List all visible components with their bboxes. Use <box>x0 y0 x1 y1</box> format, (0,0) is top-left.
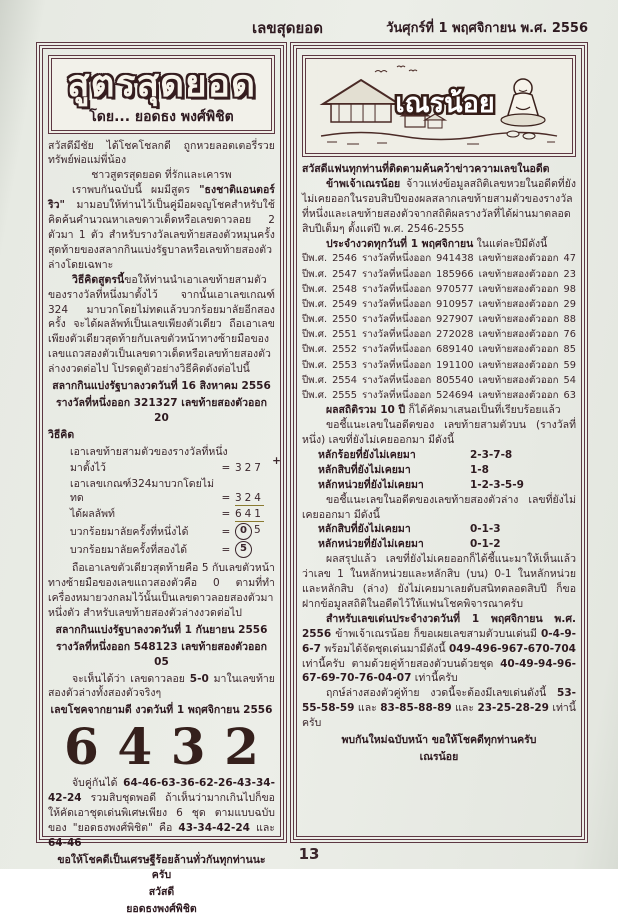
calc-value-327: 327 + <box>234 454 281 474</box>
author-name-inline: ข้าพเจ้าเณรน้อย <box>325 177 401 190</box>
right-closing-wish: พบกันใหม่ฉบับหน้า ขอให้โชคดีทุกท่านครับ <box>341 734 537 747</box>
conclusion-paragraph: ผลสรุปแล้ว เลขที่ยังไม่เคยออกก็ได้ชี้แนะมาให้เห็นแล้วว่าเลข 1 ในหลักหน่วยและหลักสิบ (บน) 0-1 ในหลักหน่วยและหลักสิบ (ล่าง) ยังไม่เคยมาเลยดับสนิทตลอดสิบปี ก็ขอฝากข้อมูลสถิติในอดีตไว้ให้แฟนโชคพิจารณาครับ <box>301 553 576 610</box>
calc-value-641: 641 <box>234 508 264 521</box>
pairs-paragraph: จับคู่กันได้ 64-46-63-36-62-26-43-34-42-24 รวมสิบชุดพอดี ถ้าเห็นว่ามากเกินไปก็ขอให้คัดเอาชุดเด่นพิเศษเพียง 6 ชุด ตามแบบฉบับของ "ยอดธงพงศ์พิชิต" คือ 43-34-42-24 และ 64-46 <box>48 777 275 849</box>
number-set: 40-49-94-96-67-69-70-76-04-07 <box>301 657 576 685</box>
right-author-signature: เณรน้อย <box>419 751 459 763</box>
number-set: 53-55-58-59 <box>301 687 576 715</box>
hot-numbers-paragraph: สำหรับเลขเด่นประจำงวดวันที่ 1 พฤศจิกายน พ.ศ. 2556 ข้าพเจ้าเณรน้อย ก็ขอเผยเลขสามตัวบนเด่นมี 0-4-9-6-7 พร้อมได้จัดชุดเด่นมามีดังนี้ 049-496-967-670-704 เท่านี้ครับ ตามด้วยคู่ท้ายสองตัวบนด้วยชุด 40-49-94-96-67-69-70-76-04-07 เท่านี้ครับ <box>301 612 576 685</box>
draw1-result: รางวัลที่หนึ่งออก 321327 เลขท้ายสองตัวออก 20 <box>55 396 267 424</box>
right-greeting-line: สวัสดีแฟนทุกท่านที่ติดตามค้นคว้าข่าวความเลขในอดีต <box>301 163 550 175</box>
list-item: หลักสิบที่ยังไม่เคยมา 1-8 <box>317 463 489 476</box>
column-byline: โดย... ยอดธง พงศ์พิชิต <box>89 108 234 125</box>
calc-row: มาตั้งไว้ = 327 + <box>70 454 281 474</box>
table-row: ปีพ.ศ. 2549 รางวัลที่หนึ่งออก 910957 เลขท้ายสองตัวออก 29 <box>301 298 576 310</box>
calc-row: บวกร้อยมาลัยครั้งที่สองได้ = 5 <box>70 541 275 558</box>
calc-row: เอาเลขเกณฑ์324มาบวกโดยไม่ทด = 324 <box>70 477 275 507</box>
never-appeared-top-list <box>302 448 576 493</box>
lucky-digit: 6 <box>64 717 99 777</box>
issue-date: วันศุกร์ที่ 1 พฤศจิกายน พ.ศ. 2556 <box>386 21 588 36</box>
statistics-intro-paragraph: ข้าพเจ้าเณรน้อย จ้าวแห่งข้อมูลสถิติเลขหวยในอดีตที่ยังไม่เคยออกในรอบสิบปีของผลสลากเลขท้ายสามตัวของรางวัลที่หนึ่งและเลขท้ายสองตัวจากสถิติผลรางวัลที่ได้ผ่านมาตลอดสิบปีเต็มๆ ตั้งแต่ปี พ.ศ. 2546-2555 <box>301 177 576 235</box>
list-item: หลักสิบที่ยังไม่เคยมา 0-1-3 <box>317 523 501 536</box>
table-row: ปีพ.ศ. 2553 รางวัลที่หนึ่งออก 191100 เลขท้ายสองตัวออก 59 <box>301 359 576 371</box>
pair-set: 64-46-63-36-62-26-43-34-42-24 <box>48 777 275 805</box>
method-paragraph: วิธีคิดสูตรนี้ขอให้ท่านนำเอาเลขท้ายสามตัวของรางวัลที่หนึ่งมาตั้งไว้ จากนั้นเอาเลขเกณฑ์ 324 มาบวกโดยไม่ทดแล้วบวกร้อยมาลัยอีกสองครั้ง จะได้ผลลัพท์เป็นเลขเพียงตัวเดียว ถือเอาเลขเพียงตัวเดียวสุดท้ายกับเลขตัวหน้าทางซ้ายมือของเลขแถวสองตัวเป็นเลขดาวเด็ดหรือเลขท้ายสองตัวล่างงวดต่อไป โปรดดูตัวอย่างวิธีคิดดังต่อไปนี้ <box>48 273 275 376</box>
proof-paragraph: จะเห็นได้ว่า เลขดาวลอย 5-0 มาในเลขท้ายสองตัวล่างทั้งสองตัวจริงๆ <box>48 672 275 700</box>
lucky-digit: 3 <box>170 717 206 777</box>
stats-period-heading: ประจำงวดทุกวันที่ 1 พฤศจิกายน ในแต่ละปีมีดังนี้ <box>325 237 548 250</box>
advise-bottom-paragraph: ขอชี้แนะเลขในอดีตของเลขท้ายสองตัวล่าง เลขที่ยังไม่เคยออกมา มีดังนี้ <box>301 493 576 521</box>
bottom-pairs-paragraph: ฤกษ์ล่างสองตัวคู่ท้าย งวดนี้จะต้องมีเลขเด่นดังนี้ 53-55-58-59 และ 83-85-88-89 และ 23-25-28-29 เท่านี้ครับ <box>301 687 576 730</box>
logo-box <box>48 55 275 134</box>
draw1-title: สลากกินแบ่งรัฐบาลงวดวันที่ 16 สิงหาคม 2556 <box>52 380 271 393</box>
greeting-line-2: ชาวสูตรสุดยอด ที่รักและเคารพ <box>91 169 232 182</box>
plus-sign: + <box>272 454 281 467</box>
banner-box <box>302 55 576 157</box>
table-row: ปีพ.ศ. 2546 รางวัลที่หนึ่งออก 941438 เลขท้ายสองตัวออก 47 <box>301 253 576 265</box>
right-column <box>290 42 588 843</box>
circled-digit: 5 <box>235 541 252 558</box>
page-number: 13 <box>298 845 320 863</box>
left-closing-goodbye: สวัสดี <box>148 885 175 898</box>
left-column <box>36 42 287 915</box>
formula-intro-paragraph: เราพบกันฉบับนี้ ผมมีสูตร "ธงชาติแอนตอร์ริว" มามอบให้ท่านไว้เป็นคู่มือผจญโชคสำหรับใช้คิดค้นคำนวณหาเลขดาวเด็ดหรือเลขดาวลอย 2 ตัวมา 1 ตัว สำหรับรางวัลเลขท้ายสองตัวหมุนครั้งสุดท้ายของสลากกินแบ่งรัฐบาลหรือเลขท้ายสองตัวล่างโดยเฉพาะ <box>48 184 275 271</box>
never-appeared-bottom-list <box>302 522 576 552</box>
method-label: วิธีคิด <box>48 428 75 441</box>
big-lucky-digits <box>48 717 275 777</box>
page-title: เลขสุดยอด <box>252 19 324 37</box>
list-item: หลักหน่วยที่ยังไม่เคยมา 1-2-3-5-9 <box>317 478 524 491</box>
number-set: 23-25-28-29 <box>477 702 549 715</box>
lucky-numbers-title: เลขโชคจากยามดี งวดวันที่ 1 พฤศจิกายน 2556 <box>50 704 273 717</box>
calculation-table <box>70 445 281 559</box>
list-item: หลักหน่วยที่ยังไม่เคยมา 0-1-2 <box>317 538 501 551</box>
calc-row: บวกร้อยมาลัยครั้งที่หนึ่งได้ = 0 5 <box>70 523 275 540</box>
content-frame <box>36 42 588 915</box>
draw2-title: สลากกินแบ่งรัฐบาลงวดวันที่ 1 กันยายน 2556 <box>55 623 268 636</box>
left-author-signature: ยอดธงพงศ์พิชิต <box>126 902 197 915</box>
list-item: หลักร้อยที่ยังไม่เคยมา 2-3-7-8 <box>317 448 513 461</box>
village-scene-illustration <box>307 60 571 152</box>
calc-value-5 <box>235 541 275 558</box>
method-heading-inline: วิธีคิดสูตรนี้ <box>72 273 125 286</box>
number-set: 83-85-88-89 <box>380 702 452 715</box>
advise-top-paragraph: ขอชี้แนะเลขในอดีตของ เลขท้ายสามตัวบน (รางวัลที่หนึ่ง) เลขที่ยังไม่เคยออกมา มีดังนี้ <box>301 419 576 446</box>
table-row: ปีพ.ศ. 2555 รางวัลที่หนึ่งออก 524694 เลขท้ายสองตัวออก 63 <box>301 389 576 401</box>
formula-name: "ธงชาติแอนตอร์ริว" <box>48 184 275 212</box>
draw2-result: รางวัลที่หนึ่งออก 548123 เลขท้ายสองตัวออก 05 <box>55 640 267 668</box>
lucky-digit: 4 <box>117 717 153 777</box>
table-row: ปีพ.ศ. 2548 รางวัลที่หนึ่งออก 970577 เลขท้ายสองตัวออก 98 <box>301 283 576 295</box>
explanation-paragraph: ถือเอาเลขตัวเดียวสุดท้ายคือ 5 กับเลขตัวหน้าทางซ้ายมือของเลขแถวสองตัวคือ 0 ตามที่ทำเครื่องหมายวงกลมไว้นั้นเป็นเลขดาวลอยสองตัวมาหนึ่งตัว สำหรับเลขท้ายสองตัวล่างงวดต่อไป <box>48 562 275 619</box>
column-logo-title: สูตรสุดยอด <box>66 62 256 105</box>
greeting-line: สวัสดีมีชัย ได้โชคโชลกดี ถูกหวยลอตเตอรี่รวยทรัพย์พ่อแม่พี่น้อง <box>48 139 275 167</box>
banner-title: เณรน้อย <box>395 88 495 119</box>
table-row: ปีพ.ศ. 2552 รางวัลที่หนึ่งออก 689140 เลขท้ายสองตัวออก 85 <box>301 344 576 356</box>
pair-set: 64-46 <box>48 836 82 849</box>
table-row: ปีพ.ศ. 2550 รางวัลที่หนึ่งออก 927907 เลขท้ายสองตัวออก 88 <box>301 314 576 326</box>
table-row: ปีพ.ศ. 2551 รางวัลที่หนึ่งออก 272028 เลขท้ายสองตัวออก 76 <box>301 329 576 341</box>
table-row: ปีพ.ศ. 2547 รางวัลที่หนึ่งออก 185966 เลขท้ายสองตัวออก 23 <box>301 268 576 280</box>
pair-set: 43-34-42-24 <box>178 822 250 834</box>
number-set: 0-4-9-6-7 <box>301 627 576 655</box>
number-set: 049-496-967-670-704 <box>448 642 576 655</box>
calc-value-324: 324 <box>234 492 264 505</box>
lucky-digit: 2 <box>224 717 259 777</box>
calc-row: ได้ผลลัพท์ = 641 <box>70 507 275 522</box>
calc-row: เอาเลขท้ายสามตัวของรางวัลที่หนึ่ง <box>70 445 228 458</box>
table-row: ปีพ.ศ. 2554 รางวัลที่หนึ่งออก 805540 เลขท้ายสองตัวออก 54 <box>301 374 576 386</box>
left-closing-wish: ขอให้โชคดีเป็นเศรษฐีร้อยล้านทั่วกันทุกท่านนะครับ <box>57 853 266 881</box>
calc-value-05: 0 5 <box>235 523 275 540</box>
ten-year-summary: ผลสถิติรวม 10 ปี ก็ได้คัดมาเสนอเป็นที่เรียบร้อยแล้ว <box>325 404 561 417</box>
historical-results-table <box>302 251 576 403</box>
circled-digit: 0 <box>235 523 252 540</box>
